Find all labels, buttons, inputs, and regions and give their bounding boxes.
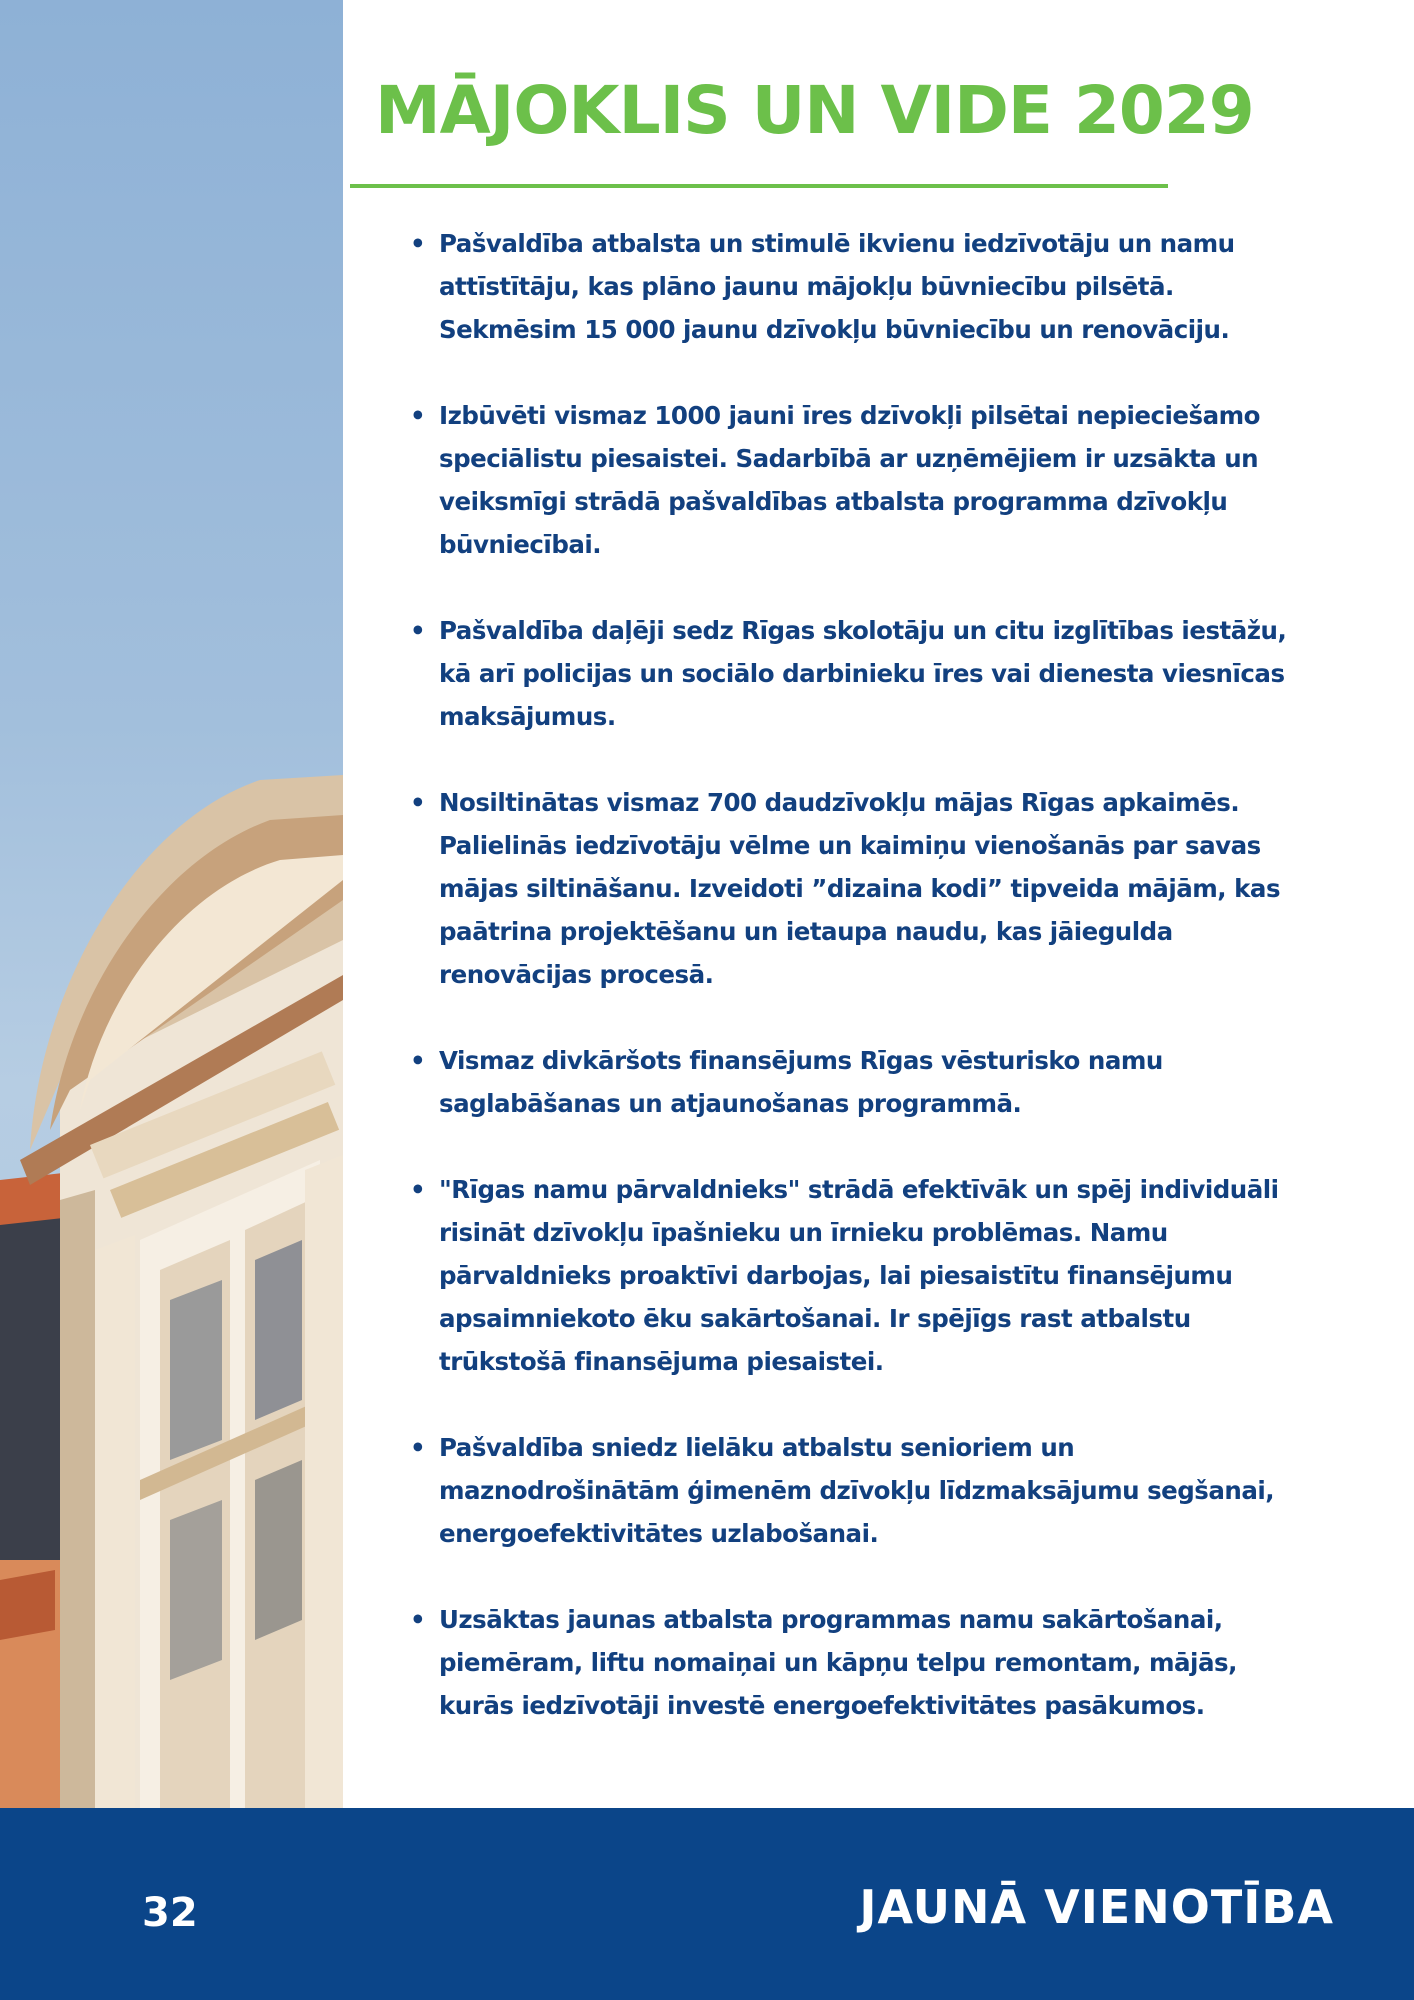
bullet-icon: •	[410, 1433, 426, 1462]
list-item-text: Pašvaldība sniedz lielāku atbalstu senioriem un maznodrošinātām ģimenēm dzīvokļu līdzmaksājumu segšanai, energoefektivitātes uzlabošanai.	[439, 1433, 1275, 1548]
bullet-icon: •	[410, 229, 426, 258]
list-item-text: Uzsāktas jaunas atbalsta programmas namu sakārtošanai, piemēram, liftu nomaiņai un kāpņu telpu remontam, mājās, kurās iedzīvotāji investē energoefektivitātes pasākumos.	[439, 1605, 1237, 1720]
bullet-list	[410, 222, 1290, 1770]
list-item	[410, 394, 1290, 566]
bullet-icon: •	[410, 616, 426, 645]
building-photo	[0, 0, 343, 1808]
list-item-text: Pašvaldība daļēji sedz Rīgas skolotāju un citu izglītības iestāžu, kā arī policijas un sociālo darbinieku īres vai dienesta viesnīcas maksājumus.	[439, 616, 1287, 731]
list-item	[410, 222, 1290, 351]
page-title: MĀJOKLIS UN VIDE 2029	[375, 72, 1254, 149]
bullet-icon: •	[410, 1175, 426, 1204]
building-facade-illustration	[0, 0, 343, 1808]
list-item-text: Pašvaldība atbalsta un stimulē ikvienu iedzīvotāju un namu attīstītāju, kas plāno jaunu mājokļu būvniecību pilsētā. Sekmēsim 15 000 jaunu dzīvokļu būvniecību un renovāciju.	[439, 229, 1235, 344]
list-item	[410, 609, 1290, 738]
list-item	[410, 781, 1290, 996]
page-number: 32	[142, 1890, 198, 1936]
bullet-icon: •	[410, 401, 426, 430]
bullet-icon: •	[410, 1605, 426, 1634]
list-item-text: "Rīgas namu pārvaldnieks" strādā efektīvāk un spēj individuāli risināt dzīvokļu īpašnieku un īrnieku problēmas. Namu pārvaldnieks proaktīvi darbojas, lai piesaistītu finansējumu apsaimniekoto ēku sakārtošanai. Ir spējīgs rast atbalstu trūkstošā finansējuma piesaistei.	[439, 1175, 1279, 1376]
title-underline	[350, 184, 1168, 188]
list-item-text: Vismaz divkāršots finansējums Rīgas vēsturisko namu saglabāšanas un atjaunošanas programmā.	[439, 1046, 1163, 1118]
list-item	[410, 1039, 1290, 1125]
list-item	[410, 1168, 1290, 1383]
list-item-text: Izbūvēti vismaz 1000 jauni īres dzīvokļi pilsētai nepieciešamo speciālistu piesaistei. Sadarbībā ar uzņēmējiem ir uzsākta un veiksmīgi strādā pašvaldības atbalsta programma dzīvokļu būvniecībai.	[439, 401, 1260, 559]
brand-logo-text: JAUNĀ VIENOTĪBA	[859, 1880, 1334, 1934]
bullet-icon: •	[410, 788, 426, 817]
bullet-icon: •	[410, 1046, 426, 1075]
list-item	[410, 1426, 1290, 1555]
list-item-text: Nosiltinātas vismaz 700 daudzīvokļu mājas Rīgas apkaimēs. Palielinās iedzīvotāju vēlme un kaimiņu vienošanās par savas mājas siltināšanu. Izveidoti ”dizaina kodi” tipveida mājām, kas paātrina projektēšanu un ietaupa naudu, kas jāiegulda renovācijas procesā.	[439, 788, 1281, 989]
list-item	[410, 1598, 1290, 1727]
